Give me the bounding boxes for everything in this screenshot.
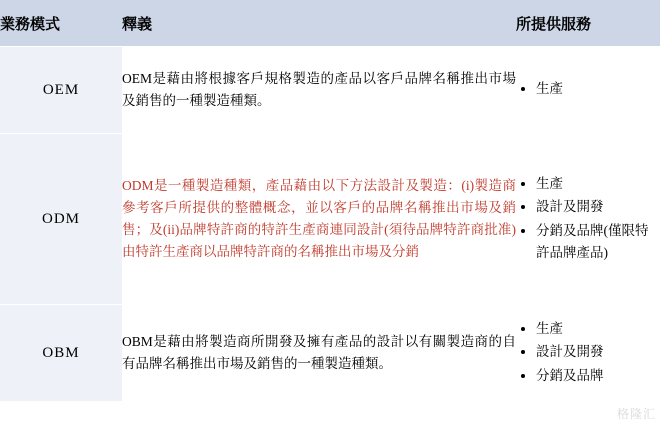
header-row xyxy=(0,0,660,47)
table-body xyxy=(0,47,660,402)
cell-services-obm xyxy=(516,305,660,402)
list-item: • 分銷及品牌 xyxy=(536,365,660,387)
table-row xyxy=(0,305,660,402)
list-item: • 設計及開發 xyxy=(536,341,660,363)
cell-services-odm xyxy=(516,134,660,305)
table-row xyxy=(0,134,660,305)
cell-definition-oem: OEM是藉由將根據客戶規格製造的產品以客戶品牌名稱推出市場及銷售的一種製造種類。 xyxy=(122,47,516,134)
services-list xyxy=(516,318,660,387)
cell-mode-odm: ODM xyxy=(0,134,122,305)
cell-definition-odm: ODM是一種製造種類，產品藉由以下方法設計及製造：(i)製造商參考客戶所提供的整體概念，並以客戶的品牌名稱推出市場及銷售；及(ii)品牌特許商的特許生產商連同設計(須待品牌特許商批准)由特許生產商以品牌特許商的名稱推出市場及分銷 xyxy=(122,134,516,305)
list-item: • 設計及開發 xyxy=(536,196,660,218)
cell-services-oem xyxy=(516,47,660,134)
table-header xyxy=(0,0,660,47)
cell-definition-obm: OBM是藉由將製造商所開發及擁有產品的設計以有關製造商的自有品牌名稱推出市場及銷售的一種製造種類。 xyxy=(122,305,516,402)
cell-mode-obm: OBM xyxy=(0,305,122,402)
watermark: 格隆汇 xyxy=(616,407,656,421)
services-list xyxy=(516,78,660,100)
list-item: • 生產 xyxy=(536,78,660,100)
column-header-definition: 釋義 xyxy=(122,0,516,47)
list-item: • 分銷及品牌(僅限特許品牌產品) xyxy=(536,220,660,263)
list-item: • 生產 xyxy=(536,318,660,340)
cell-mode-oem: OEM xyxy=(0,47,122,134)
table-row xyxy=(0,47,660,134)
column-header-services: 所提供服務 xyxy=(516,0,660,47)
column-header-mode: 業務模式 xyxy=(0,0,122,47)
services-list xyxy=(516,173,660,263)
list-item: • 生產 xyxy=(536,173,660,195)
